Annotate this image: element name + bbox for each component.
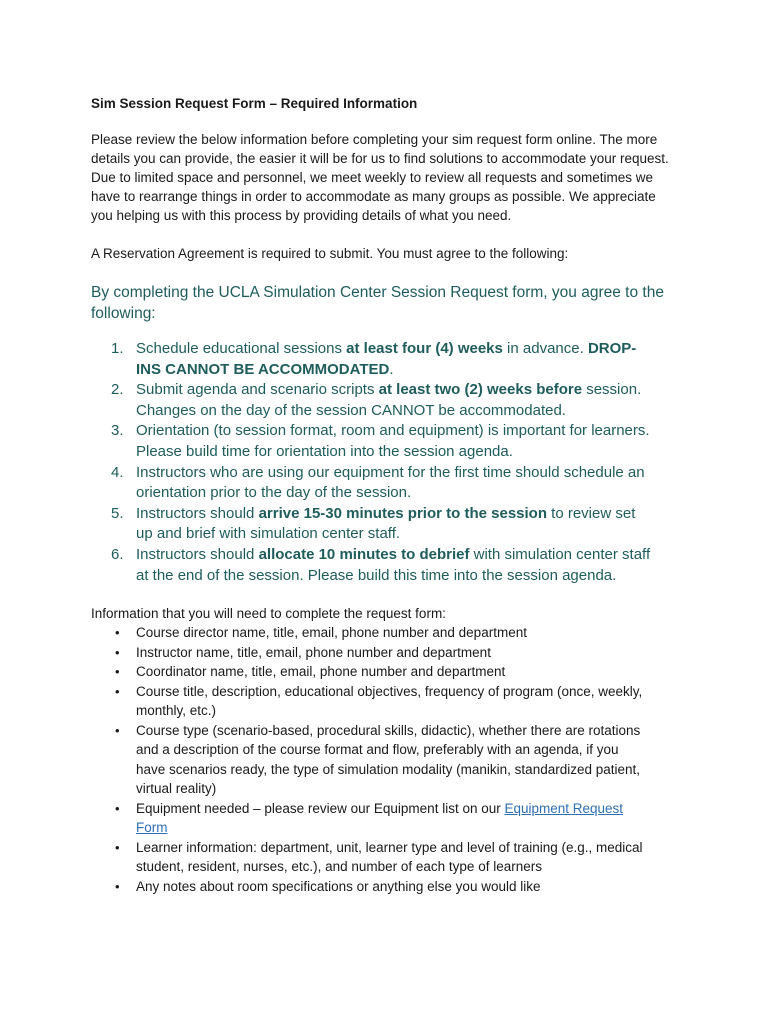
agreement-lead: By completing the UCLA Simulation Center Session Request form, you agree to the following: [91,284,664,322]
term-text: Schedule educational sessions [136,340,347,357]
needs-item-text: Course type (scenario-based, procedural skills, didactic), whether there are rotations and a description of the course format and flow, preferably with an agenda, if you have scenarios ready, the type of simulation modality (manikin, standardized patient, virtual reality) [136,722,641,797]
term-item [91,504,651,545]
term-item [91,463,651,504]
term-item [91,421,651,462]
bullet-icon: • [115,878,120,894]
needs-item-text: Any notes about room specifications or anything else you would like [136,878,541,894]
needs-item [91,721,651,799]
needs-item [91,623,651,643]
term-text: . [389,360,394,378]
intro-paragraph: Please review the below information before completing your sim request form online. The more details you can provide, the easier it will be for us to find solutions to accommodate your request. Due to limited space and personnel, we meet weekly to review all requests and sometimes we have to rearrange things in order to accommodate as many groups as possible. We appreciate you helping us with this process by providing details of what you need. [91,132,669,223]
needs-item-text: Learner information: department, unit, learner type and level of training (e.g., medical student, resident, nurses, etc.), and number of each type of learners [136,839,643,875]
term-number: 3. [111,422,124,440]
bullet-icon: • [115,839,120,855]
term-emphasis: allocate 10 minutes to debrief [258,545,470,563]
document-title: Sim Session Request Form – Required Information [91,96,418,111]
bullet-icon: • [115,683,120,699]
needs-item-text: Course title, description, educational objectives, frequency of program (once, weekly, monthly, etc.) [136,683,643,719]
term-emphasis: at least two (2) weeks before [378,381,583,399]
term-text: in advance. [502,340,588,357]
term-text: Orientation (to session format, room and equipment) is important for learners. Please build time for orientation into the session agenda. [136,422,650,460]
bullet-icon: • [115,800,120,816]
term-text: with simulation center staff at the end of the session. Please build this time into the session agenda. [136,545,651,584]
term-number: 5. [111,504,124,522]
term-number: 6. [111,545,124,563]
agreement-terms-list [91,339,651,586]
term-emphasis: arrive 15-30 minutes prior to the session [258,504,547,522]
term-text: Instructors should [136,545,259,563]
needs-item-text: Equipment needed – please review our Equipment list on our [136,800,505,816]
needs-lead: Information that you will need to complete the request form: [91,606,446,622]
term-text: Submit agenda and scenario scripts [136,381,379,399]
equipment-request-form-link[interactable]: Equipment Request Form [136,800,624,836]
term-number: 2. [111,381,124,399]
term-item [91,545,651,586]
bullet-icon: • [115,625,120,641]
needs-item [91,643,651,663]
needs-item [91,799,651,838]
term-text: Instructors should [136,504,259,522]
term-number: 1. [111,340,124,357]
term-text: session. Changes on the day of the session CANNOT be accommodated. [136,381,642,419]
agreement-note: A Reservation Agreement is required to submit. You must agree to the following: [91,246,569,261]
needs-list [91,623,651,896]
term-emphasis: at least four (4) weeks [346,340,503,357]
term-text: Instructors who are using our equipment for the first time should schedule an orientation prior to the day of the session. [136,463,645,502]
term-number: 4. [111,463,124,481]
needs-item [91,682,651,721]
term-item [91,339,651,380]
term-emphasis: DROP-INS CANNOT BE ACCOMMODATED [136,340,637,378]
term-text: to review set up and brief with simulation center staff. [136,504,636,543]
needs-item [91,877,651,897]
needs-item-text: Coordinator name, title, email, phone number and department [136,664,506,680]
needs-item [91,838,651,877]
bullet-icon: • [115,664,120,680]
needs-item-text: Instructor name, title, email, phone number and department [136,644,491,660]
needs-item [91,662,651,682]
bullet-icon: • [115,644,120,660]
bullet-icon: • [115,722,120,738]
needs-item-text: Course director name, title, email, phone number and department [136,625,527,641]
term-item [91,380,651,421]
